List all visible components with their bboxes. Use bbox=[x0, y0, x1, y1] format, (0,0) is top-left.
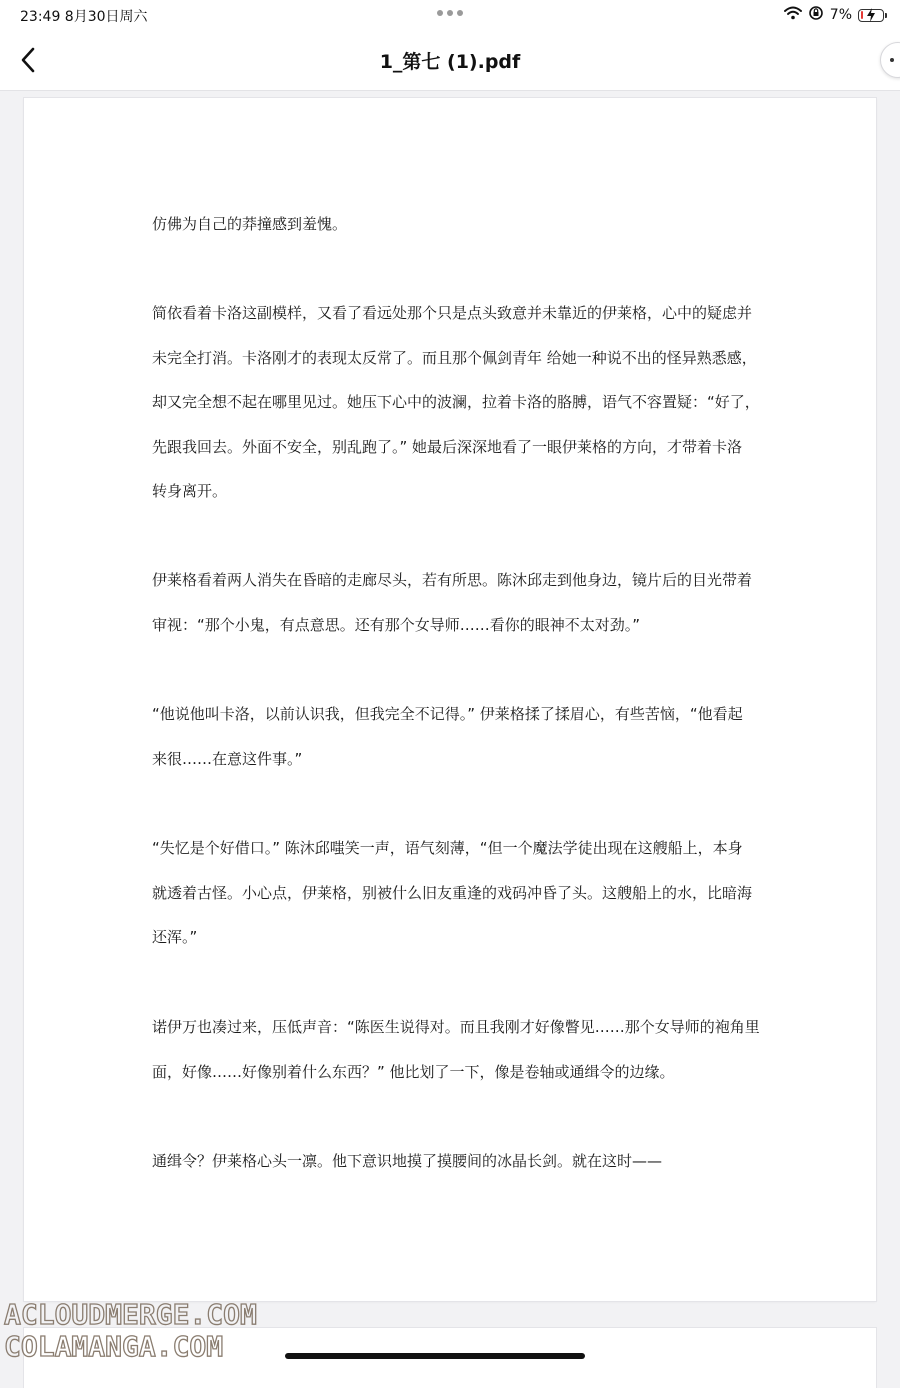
wifi-icon bbox=[784, 6, 802, 24]
text-line: 通缉令？伊莱格心头一凛。他下意识地摸了摸腰间的冰晶长剑。就在这时—— bbox=[152, 1152, 663, 1170]
battery-charging-icon bbox=[858, 9, 884, 22]
status-indicators bbox=[784, 5, 884, 25]
paragraph bbox=[152, 692, 752, 781]
text-line: 还浑。” bbox=[152, 928, 198, 946]
paragraph bbox=[152, 202, 752, 247]
multitasking-dots-icon[interactable] bbox=[437, 8, 463, 18]
paragraph bbox=[152, 826, 752, 960]
text-line: 却又完全想不起在哪里见过。她压下心中的波澜，拉着卡洛的胳膊，语气不容置疑：“好了， bbox=[152, 393, 760, 411]
document-title: 1_第七 (1).pdf bbox=[379, 51, 521, 73]
text-line: “失忆是个好借口。” 陈沐邱嗤笑一声，语气刻薄，“但一个魔法学徒出现在这艘船上，本身 bbox=[152, 839, 743, 857]
text-line: 伊莱格看着两人消失在昏暗的走廊尽头，若有所思。陈沐邱走到他身边，镜片后的目光带着 bbox=[152, 571, 753, 589]
home-indicator[interactable] bbox=[285, 1353, 585, 1359]
text-line: 诺伊万也凑过来，压低声音：“陈医生说得对。而且我刚才好像瞥见……那个女导师的袍角里 bbox=[152, 1018, 760, 1036]
watermark-text: ACLOUDMERGE.COM bbox=[4, 1298, 257, 1331]
paragraph bbox=[152, 1139, 752, 1184]
status-time: 23:49 8月30日周六 bbox=[20, 9, 148, 25]
paragraph bbox=[152, 1005, 760, 1094]
watermark-text: COLAMANGA.COM bbox=[4, 1330, 224, 1363]
battery-percent: 7% bbox=[829, 7, 852, 23]
text-line: 未完全打消。卡洛刚才的表现太反常了。而且那个佩剑青年 给她一种说不出的怪异熟悉感， bbox=[152, 348, 757, 367]
text-line: 来很……在意这件事。” bbox=[152, 749, 303, 768]
paragraph bbox=[152, 558, 752, 647]
text-line: 就透着古怪。小心点，伊莱格，别被什么旧友重逢的戏码冲昏了头。这艘船上的水，比暗海 bbox=[152, 883, 753, 902]
text-line: 先跟我回去。外面不安全，别乱跑了。” 她最后深深地看了一眼伊莱格的方向，才带着卡洛 bbox=[152, 437, 743, 456]
text-line: “他说他叫卡洛，以前认识我，但我完全不记得。” 伊莱格揉了揉眉心，有些苦恼，“他看起 bbox=[152, 705, 743, 723]
text-line: 仿佛为自己的莽撞感到羞愧。 bbox=[152, 215, 348, 233]
orientation-lock-icon bbox=[808, 5, 824, 25]
navigation-bar bbox=[0, 30, 900, 91]
text-line: 转身离开。 bbox=[152, 482, 228, 500]
text-line: 审视：“那个小鬼，有点意思。还有那个女导师……看你的眼神不太对劲。” bbox=[152, 615, 641, 634]
status-bar bbox=[0, 0, 900, 30]
text-line: 简依看着卡洛这副模样，又看了看远处那个只是点头致意并未靠近的伊莱格，心中的疑虑并 bbox=[152, 304, 753, 322]
pdf-page[interactable] bbox=[24, 98, 876, 1301]
text-line: 面，好像……好像别着什么东西？” 他比划了一下，像是卷轴或通缉令的边缘。 bbox=[152, 1062, 675, 1081]
paragraph bbox=[152, 291, 760, 514]
